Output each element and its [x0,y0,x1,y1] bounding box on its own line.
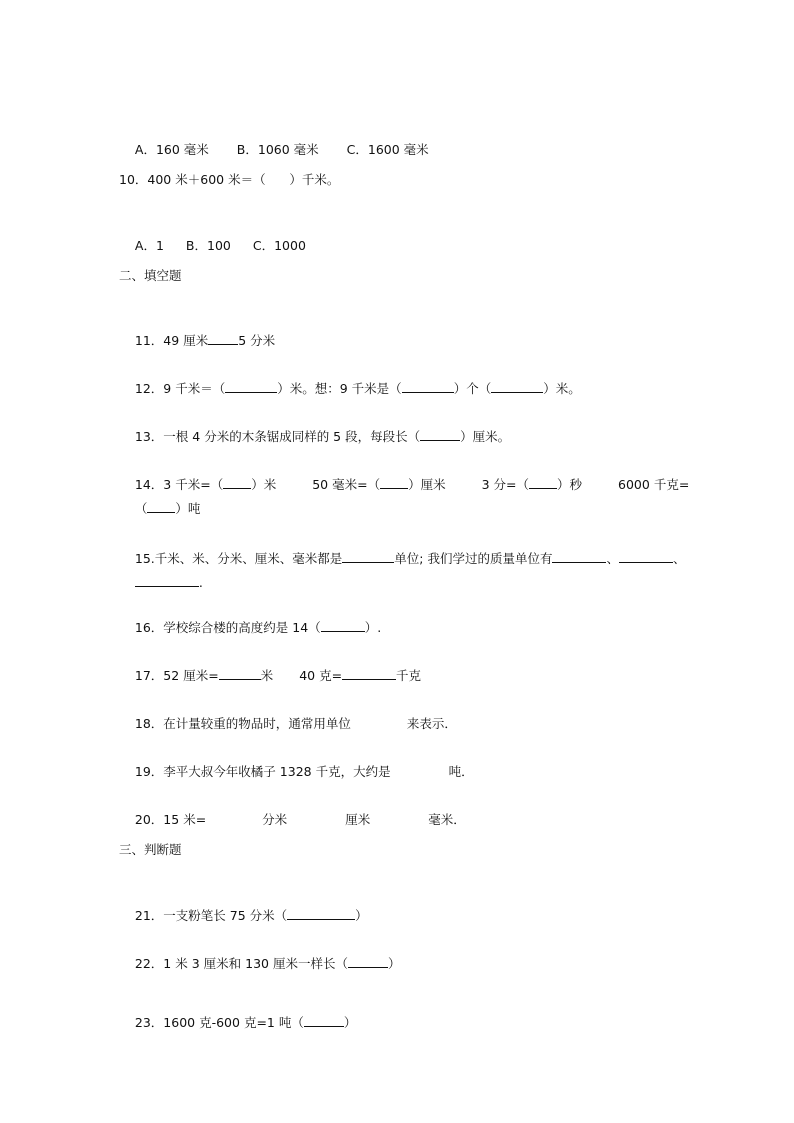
answer-blank[interactable] [287,907,355,920]
question-19: 19．李平大叔今年收橘子 1328 千克，大约是 吨． [134,764,474,779]
option-c: C．1000 [252,238,306,253]
question-22: 22．1 米 3 厘米和 130 厘米一样长（ ） [134,956,401,971]
answer-blank[interactable] [420,428,460,441]
question-17: 17．52 厘米= 米 40 克= 千克 [134,668,422,683]
answer-blank[interactable] [342,550,394,563]
question-18: 18．在计量较重的物品时，通常用单位 来表示． [134,716,457,731]
answer-blank[interactable] [208,332,238,345]
question-11: 11．49 厘米 5 分米 [134,333,276,348]
option-b: B．100 [185,238,231,253]
question-12: 12．9 千米＝（ ）米。想：9 千米是（ ）个（ ）米。 [134,381,581,396]
answer-blank[interactable] [529,476,557,489]
answer-blank[interactable] [219,667,261,680]
option-c: C．1600 毫米 [346,142,429,157]
answer-blank[interactable] [304,1014,344,1027]
question-13: 13．一根 4 分米的木条锯成同样的 5 段，每段长（ ）厘米。 [134,429,511,444]
answer-blank[interactable] [402,380,454,393]
section-heading-true-false: 三、判断题 [119,842,182,857]
question-15: 15.千米、米、分米、厘米、毫米都是 单位; 我们学过的质量单位有 、 、 [134,551,686,566]
question-23: 23．1600 克-600 克=1 吨（ ） [134,1015,357,1030]
question-14-continued: （ ）吨 [134,501,201,516]
question-9-options [119,123,429,177]
answer-blank[interactable] [225,380,277,393]
question-10: 10．400 米＋600 米＝（ ）千米。 [119,172,340,187]
answer-blank[interactable] [380,476,408,489]
answer-blank[interactable] [321,619,365,632]
answer-blank[interactable] [491,380,543,393]
question-20: 20．15 米= 分米 厘米 毫米． [134,812,466,827]
answer-blank[interactable] [342,667,396,680]
section-heading-fill-in: 二、填空题 [119,268,182,283]
question-15-continued: . [119,556,203,610]
answer-blank[interactable] [619,550,673,563]
question-21: 21．一支粉笔长 75 分米（ ） [134,908,368,923]
answer-blank[interactable] [135,574,199,587]
question-14: 14．3 千米=（ ）米 50 毫米=（ ）厘米 3 分=（ ）秒 6000 千克= [134,477,690,492]
answer-blank[interactable] [147,500,175,513]
answer-blank[interactable] [223,476,251,489]
question-16: 16．学校综合楼的高度约是 14（ ）. [134,620,382,635]
answer-blank[interactable] [348,955,388,968]
question-10-options [119,219,306,273]
option-a: A．160 毫米 [134,142,209,157]
answer-blank[interactable] [552,550,606,563]
option-a: A．1 [134,238,164,253]
option-b: B．1060 毫米 [236,142,319,157]
